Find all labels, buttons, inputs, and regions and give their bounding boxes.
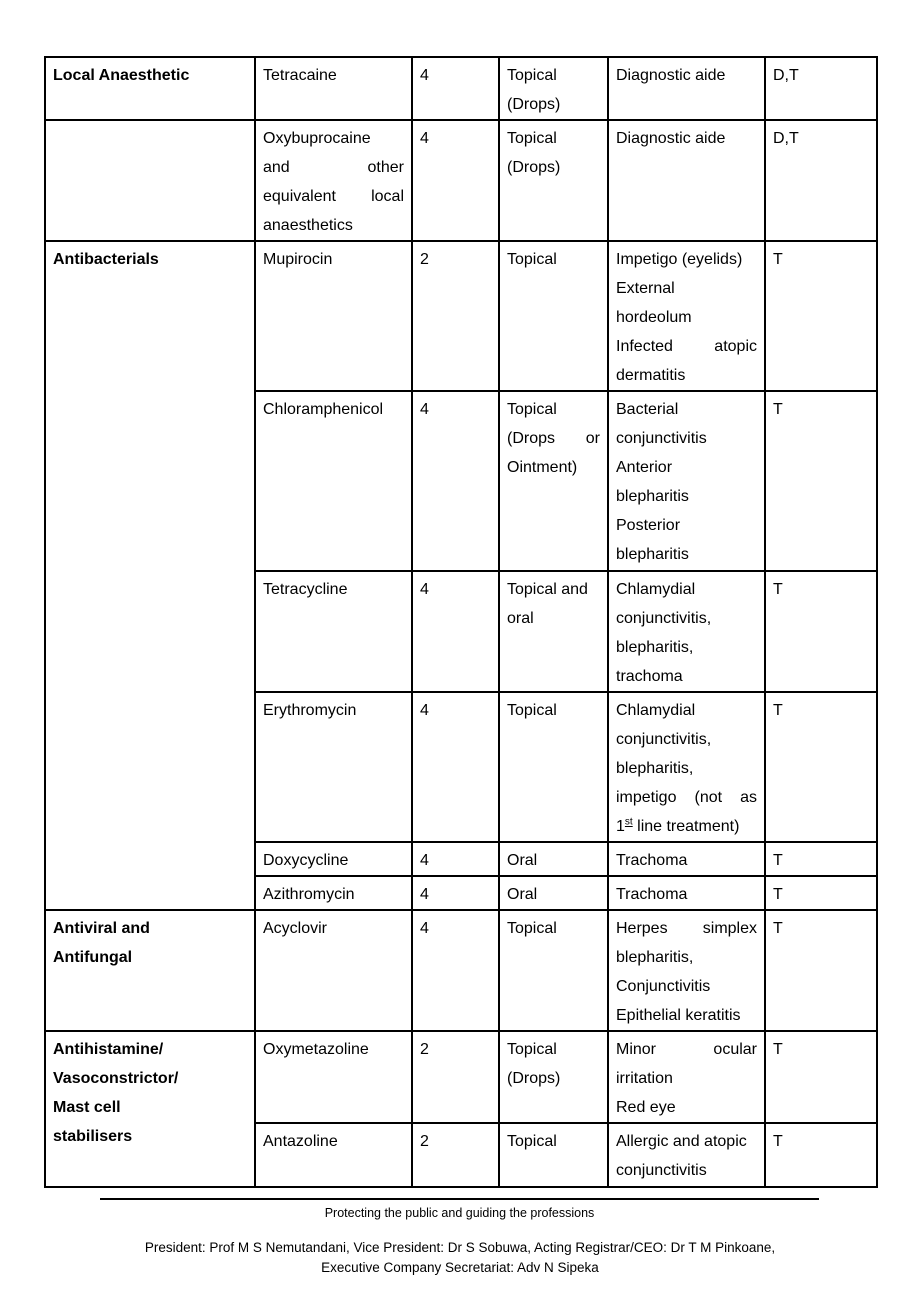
codes-cell	[765, 910, 877, 1031]
cell-line: conjunctivitis,	[616, 610, 712, 627]
cell-line: 4	[420, 886, 429, 903]
route-cell	[499, 571, 608, 692]
route-cell	[499, 842, 608, 876]
cell-line: Antihistamine/	[53, 1041, 164, 1058]
cell-line: blepharitis	[616, 488, 689, 505]
cell-line: (Drops)	[507, 1070, 561, 1087]
cell-line: 4	[420, 702, 429, 719]
cell-line: Chlamydial	[616, 702, 696, 719]
codes-cell	[765, 876, 877, 910]
ordinal-superscript: st	[624, 816, 633, 828]
indication-cell	[608, 241, 765, 391]
category-cell	[45, 120, 255, 241]
cell-line: Oxybuprocaine	[263, 130, 371, 147]
category-cell	[45, 1031, 255, 1187]
cell-line: Infected atopic	[616, 338, 757, 355]
cell-line: Red eye	[616, 1099, 676, 1116]
cell-line: irritation	[616, 1070, 673, 1087]
cell-line: Chloramphenicol	[263, 401, 384, 418]
codes-cell	[765, 842, 877, 876]
cell-line: Herpes simplex	[616, 920, 757, 937]
indication-cell	[608, 1031, 765, 1123]
cell-line: T	[773, 852, 783, 869]
drug-cell	[255, 842, 412, 876]
category-cell	[45, 57, 255, 120]
route-cell	[499, 692, 608, 842]
codes-cell	[765, 1031, 877, 1123]
cell-line: Mast cell	[53, 1099, 121, 1116]
cell-line: hordeolum	[616, 309, 692, 326]
schedule-cell	[412, 876, 499, 910]
schedule-cell	[412, 910, 499, 1031]
cell-line: Antazoline	[263, 1133, 338, 1150]
schedule-cell	[412, 571, 499, 692]
drug-cell	[255, 120, 412, 241]
footer-rule	[100, 1198, 819, 1200]
cell-line: Azithromycin	[263, 886, 355, 903]
cell-line: Diagnostic aide	[616, 130, 726, 147]
cell-line: Topical	[507, 702, 557, 719]
cell-line: T	[773, 581, 783, 598]
indication-cell	[608, 692, 765, 842]
drug-cell	[255, 692, 412, 842]
cell-line: impetigo (not as	[616, 789, 757, 806]
table-row	[45, 241, 877, 391]
route-cell	[499, 876, 608, 910]
schedule-cell	[412, 842, 499, 876]
cell-line: Tetracycline	[263, 581, 348, 598]
cell-line: Allergic and atopic	[616, 1133, 747, 1150]
cell-line: conjunctivitis,	[616, 731, 712, 748]
cell-line: 4	[420, 581, 429, 598]
drug-cell	[255, 1031, 412, 1123]
cell-line: T	[773, 1041, 783, 1058]
cell-line: stabilisers	[53, 1128, 133, 1145]
cell-line: Impetigo (eyelids)	[616, 251, 743, 268]
cell-line: Topical	[507, 1041, 557, 1058]
cell-line: 4	[420, 67, 429, 84]
schedule-cell	[412, 1031, 499, 1123]
cell-line: T	[773, 401, 783, 418]
cell-line: Trachoma	[616, 852, 688, 869]
cell-line: Posterior	[616, 517, 681, 534]
cell-line: Topical	[507, 401, 557, 418]
cell-line: Conjunctivitis	[616, 978, 711, 995]
indication-cell	[608, 120, 765, 241]
cell-line: 4	[420, 401, 429, 418]
cell-line: Antifungal	[53, 949, 133, 966]
cell-line: anaesthetics	[263, 217, 353, 234]
route-cell	[499, 120, 608, 241]
cell-line: Oral	[507, 852, 538, 869]
table-row	[45, 120, 877, 241]
drug-cell	[255, 876, 412, 910]
cell-line: blepharitis,	[616, 949, 694, 966]
cell-line: Tetracaine	[263, 67, 337, 84]
cell-line: Erythromycin	[263, 702, 357, 719]
drug-cell	[255, 1123, 412, 1187]
cell-line: Ointment)	[507, 459, 578, 476]
cell-line: conjunctivitis	[616, 1162, 707, 1179]
footer-tagline: Protecting the public and guiding the professions	[324, 1206, 595, 1220]
drug-cell	[255, 571, 412, 692]
route-cell	[499, 57, 608, 120]
indication-cell	[608, 842, 765, 876]
cell-line: oral	[507, 610, 534, 627]
cell-line: 4	[420, 130, 429, 147]
cell-line: Mupirocin	[263, 251, 333, 268]
cell-line: Minor ocular	[616, 1041, 757, 1058]
schedule-cell	[412, 57, 499, 120]
footer-officers-line1: President: Prof M S Nemutandani, Vice President: Dr S Sobuwa, Acting Registrar/CEO: Dr T M Pinkoane,	[144, 1240, 776, 1255]
cell-line: Topical	[507, 67, 557, 84]
codes-cell	[765, 1123, 877, 1187]
cell-line: dermatitis	[616, 367, 686, 384]
footer-officers	[62, 1238, 858, 1278]
drug-cell	[255, 391, 412, 571]
cell-line: (Drops or	[507, 430, 600, 447]
cell-line: Diagnostic aide	[616, 67, 726, 84]
cell-line: 4	[420, 852, 429, 869]
cell-line: trachoma	[616, 668, 683, 685]
codes-cell	[765, 692, 877, 842]
indication-cell	[608, 57, 765, 120]
cell-line: Topical and	[507, 581, 588, 598]
medicines-table	[44, 56, 878, 1188]
schedule-cell	[412, 391, 499, 571]
cell-line: T	[773, 1133, 783, 1150]
table-row	[45, 57, 877, 120]
cell-line: Oxymetazoline	[263, 1041, 369, 1058]
route-cell	[499, 241, 608, 391]
cell-line: Antibacterials	[53, 251, 159, 268]
cell-line: 4	[420, 920, 429, 937]
indication-cell	[608, 571, 765, 692]
indication-cell	[608, 876, 765, 910]
cell-line: blepharitis,	[616, 760, 694, 777]
cell-line: Topical	[507, 130, 557, 147]
cell-line: Topical	[507, 251, 557, 268]
indication-cell	[608, 1123, 765, 1187]
cell-line: D,T	[773, 67, 799, 84]
route-cell	[499, 1123, 608, 1187]
cell-line: blepharitis,	[616, 639, 694, 656]
schedule-cell	[412, 692, 499, 842]
cell-line: T	[773, 702, 783, 719]
cell-line: Anterior	[616, 459, 673, 476]
cell-line: External	[616, 280, 675, 297]
cell-line: (Drops)	[507, 159, 561, 176]
schedule-cell	[412, 120, 499, 241]
codes-cell	[765, 391, 877, 571]
codes-cell	[765, 57, 877, 120]
cell-line: 1st line treatment)	[616, 816, 740, 835]
cell-line: T	[773, 251, 783, 268]
cell-line: Chlamydial	[616, 581, 696, 598]
cell-line: 2	[420, 1041, 429, 1058]
schedule-cell	[412, 1123, 499, 1187]
medicines-table-body	[45, 57, 877, 1187]
drug-cell	[255, 910, 412, 1031]
codes-cell	[765, 571, 877, 692]
footer-officers-line2: Executive Company Secretariat: Adv N Sipeka	[321, 1260, 599, 1275]
route-cell	[499, 391, 608, 571]
cell-line: (Drops)	[507, 96, 561, 113]
cell-line: blepharitis	[616, 546, 689, 563]
cell-line: Acyclovir	[263, 920, 328, 937]
table-row	[45, 910, 877, 1031]
table-row	[45, 1031, 877, 1123]
cell-line: Antiviral and	[53, 920, 150, 937]
schedule-cell	[412, 241, 499, 391]
cell-line: Topical	[507, 1133, 557, 1150]
category-cell	[45, 241, 255, 910]
cell-line: T	[773, 920, 783, 937]
cell-line: D,T	[773, 130, 799, 147]
codes-cell	[765, 120, 877, 241]
cell-line: conjunctivitis	[616, 430, 707, 447]
cell-line: 2	[420, 251, 429, 268]
cell-line: Topical	[507, 920, 557, 937]
cell-line: Bacterial	[616, 401, 679, 418]
route-cell	[499, 1031, 608, 1123]
cell-line: 2	[420, 1133, 429, 1150]
category-cell	[45, 910, 255, 1031]
codes-cell	[765, 241, 877, 391]
cell-line: and other	[263, 159, 404, 176]
drug-cell	[255, 57, 412, 120]
route-cell	[499, 910, 608, 1031]
cell-line: Doxycycline	[263, 852, 349, 869]
indication-cell	[608, 391, 765, 571]
cell-line: Trachoma	[616, 886, 688, 903]
cell-line: Oral	[507, 886, 538, 903]
drug-cell	[255, 241, 412, 391]
cell-line: Local Anaesthetic	[53, 67, 190, 84]
cell-line: equivalent local	[263, 188, 404, 205]
cell-line: Epithelial keratitis	[616, 1007, 741, 1024]
indication-cell	[608, 910, 765, 1031]
cell-line: T	[773, 886, 783, 903]
cell-line: Vasoconstrictor/	[53, 1070, 179, 1087]
